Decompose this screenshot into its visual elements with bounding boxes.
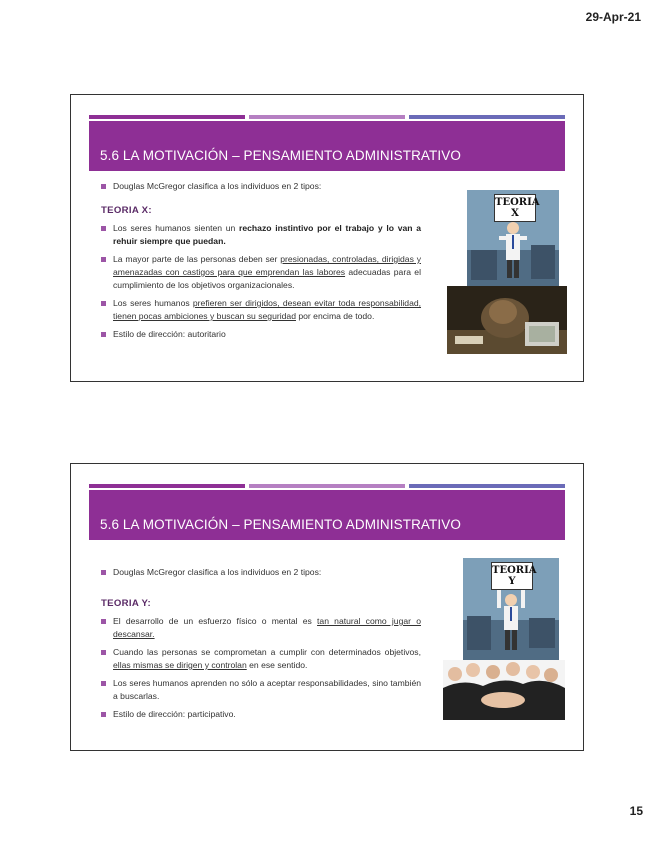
bullet-2-text: La mayor parte de las personas deben ser	[113, 254, 281, 264]
stripe-1	[89, 484, 245, 488]
bullet-4: Estilo de dirección: autoritario	[101, 328, 421, 341]
bullet-2-underline: presionadas, controladas, dirigidas y amenazadas con castigos para que emprendan las labores	[113, 254, 421, 277]
bullet-3	[101, 297, 421, 323]
tired-worker-photo	[447, 286, 567, 354]
teoria-sign	[494, 194, 540, 222]
slide-title: 5.6 LA MOTIVACIÓN – PENSAMIENTO ADMINISTRATIVO	[100, 148, 461, 163]
bullet-1	[101, 615, 421, 641]
bullet-2-underline: ellas mismas se dirigen y controlan	[113, 660, 247, 670]
intro-bullet: Douglas McGregor clasifica a los individuos en 2 tipos:	[101, 180, 421, 193]
bullet-2-tail: en ese sentido.	[246, 660, 308, 670]
theory-heading: TEORIA Y:	[101, 598, 151, 609]
intro-bullet: Douglas McGregor clasifica a los individuos en 2 tipos:	[101, 566, 421, 579]
bullet-4: Estilo de dirección: participativo.	[101, 708, 421, 721]
bullet-2-tail: adecuadas para el cumplimiento de los objetivos organizacionales.	[113, 267, 421, 290]
stripe-2	[249, 115, 405, 119]
page-date: 29-Apr-21	[585, 10, 641, 24]
bullet-3-tail: por encima de todo.	[295, 311, 375, 321]
bullet-3-text: Los seres humanos	[113, 298, 193, 308]
sleeping-worker-icon	[447, 286, 567, 354]
slide-title-bar	[89, 121, 565, 171]
bullet-1	[101, 222, 421, 248]
bullet-2	[101, 646, 421, 672]
bullet-1-bold: rechazo instintivo por el trabajo y lo van a rehuir siempre que puedan.	[113, 223, 421, 246]
theory-heading: TEORIA X:	[101, 205, 152, 216]
slide-body	[101, 566, 421, 726]
slide-teoria-x	[70, 94, 584, 382]
sign-line-1: TEORIA	[495, 197, 540, 208]
bullet-1-text: El desarrollo de un esfuerzo físico o mental es	[113, 616, 318, 626]
bullet-1-text: Los seres humanos sienten un	[113, 223, 240, 233]
slide-teoria-y	[70, 463, 584, 751]
bullet-3-underline: prefieren ser dirigidos, desean evitar toda responsabilidad, tienen pocas ambiciones y buscan su seguridad	[113, 298, 422, 321]
bullet-1-underline: tan natural como jugar o descansar.	[113, 616, 421, 639]
stripe-1	[89, 115, 245, 119]
title-stripes	[89, 484, 565, 488]
stripe-2	[249, 484, 405, 488]
slide-title: 5.6 LA MOTIVACIÓN – PENSAMIENTO ADMINISTRATIVO	[100, 517, 461, 532]
sign-line-2: Y	[508, 576, 516, 587]
bullet-2-text: Cuando las personas se comprometan a cumplir con determinados objetivos,	[113, 647, 421, 657]
bullet-2	[101, 253, 421, 292]
stripe-3	[409, 484, 565, 488]
stripe-3	[409, 115, 565, 119]
teoria-y-illustration	[463, 558, 559, 660]
team-photo	[443, 660, 565, 720]
sign-line-1: TEORIA	[492, 565, 537, 576]
team-group-icon	[443, 660, 565, 720]
slide-body	[101, 180, 421, 346]
slide-title-bar	[89, 490, 565, 540]
sign-line-2: X	[511, 208, 519, 219]
teoria-x-illustration	[467, 190, 559, 288]
title-stripes	[89, 115, 565, 119]
bullet-3: Los seres humanos aprenden no sólo a aceptar responsabilidades, sino también a buscarlas.	[101, 677, 421, 703]
page-number: 15	[629, 804, 643, 818]
teoria-sign	[491, 562, 537, 590]
